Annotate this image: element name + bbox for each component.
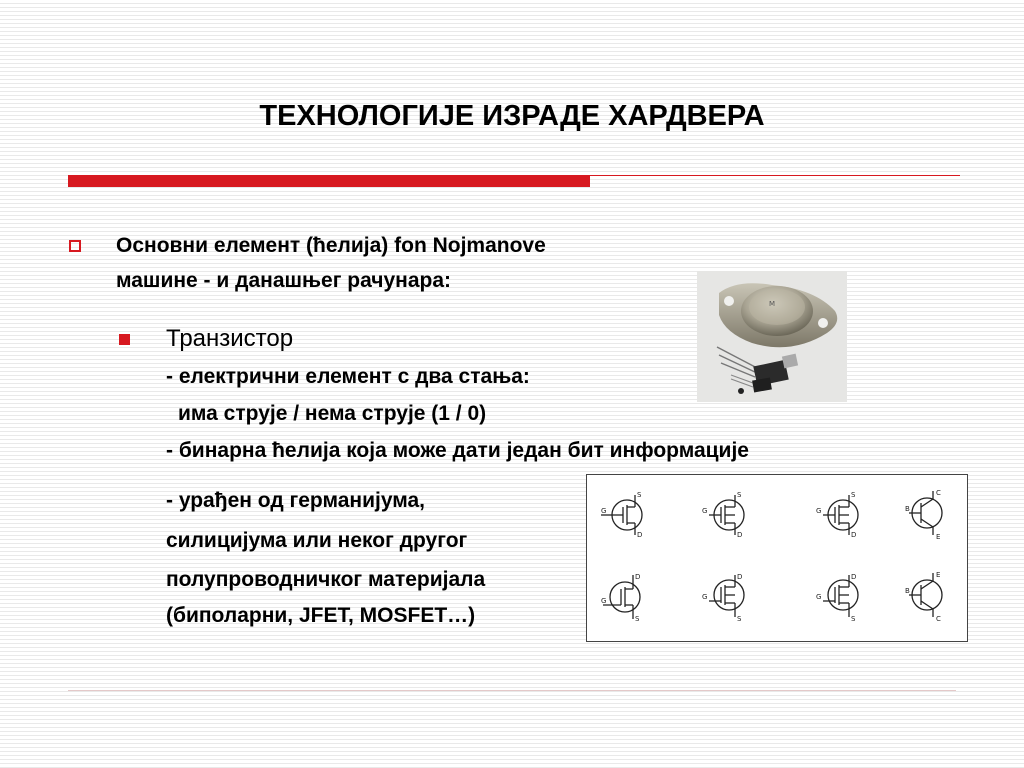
hollow-square-bullet-icon [69, 240, 81, 252]
sub-line-2: има струје / нема струје (1 / 0) [178, 402, 487, 425]
diag-label-e: E [936, 533, 941, 541]
diag-label-s: S [737, 491, 742, 499]
diag-label-b: B [905, 587, 910, 595]
diag-label-g: G [702, 507, 708, 515]
footer-divider-line [68, 690, 956, 691]
diag-label-d: D [737, 573, 743, 581]
diag-label-g: G [702, 593, 708, 601]
solid-square-bullet-icon [119, 334, 130, 345]
sub-line-4: - урађен од германијума, [166, 489, 425, 512]
diag-label-g: G [816, 593, 822, 601]
bullet1-line1: Основни елемент (ћелија) fon Nojmanove [116, 234, 546, 257]
sub-heading-transistor: Транзистор [166, 325, 294, 352]
diag-label-d: D [851, 573, 857, 581]
sub-line-1: - електрични елемент с два стања: [166, 365, 530, 388]
diag-label-d: D [851, 531, 857, 539]
transistor-symbols-diagram [586, 474, 968, 642]
diag-label-s: S [737, 615, 742, 623]
diag-label-s: S [637, 491, 642, 499]
diag-label-c: C [936, 615, 941, 623]
svg-text:M: M [769, 300, 776, 308]
diag-label-g: G [601, 507, 607, 515]
sub-line-3: - бинарна ћелија која може дати један бит информације [166, 439, 749, 462]
diag-label-e: E [936, 571, 941, 579]
diag-label-g: G [816, 507, 822, 515]
diag-label-b: B [905, 505, 910, 513]
diag-label-g: G [601, 597, 607, 605]
diag-label-d: D [737, 531, 743, 539]
sub-line-7: (биполарни, JFET, MOSFET…) [166, 604, 476, 627]
sub-line-5: силицијума или неког другог [166, 529, 468, 552]
title-underline-bar [68, 175, 590, 187]
bullet1-line2: машине - и данашњег рачунара: [116, 269, 452, 292]
diag-label-s: S [851, 615, 856, 623]
diag-label-c: C [936, 489, 941, 497]
diag-label-s: S [851, 491, 856, 499]
diag-label-d: D [637, 531, 643, 539]
diag-label-s: S [635, 615, 640, 623]
transistor-photo [697, 271, 847, 402]
title-underline-line [590, 175, 960, 176]
slide-title: ТЕХНОЛОГИЈЕ ИЗРАДЕ ХАРДВЕРА [259, 100, 765, 132]
diag-label-d: D [635, 573, 641, 581]
sub-line-6: полупроводничког материјала [166, 568, 486, 591]
